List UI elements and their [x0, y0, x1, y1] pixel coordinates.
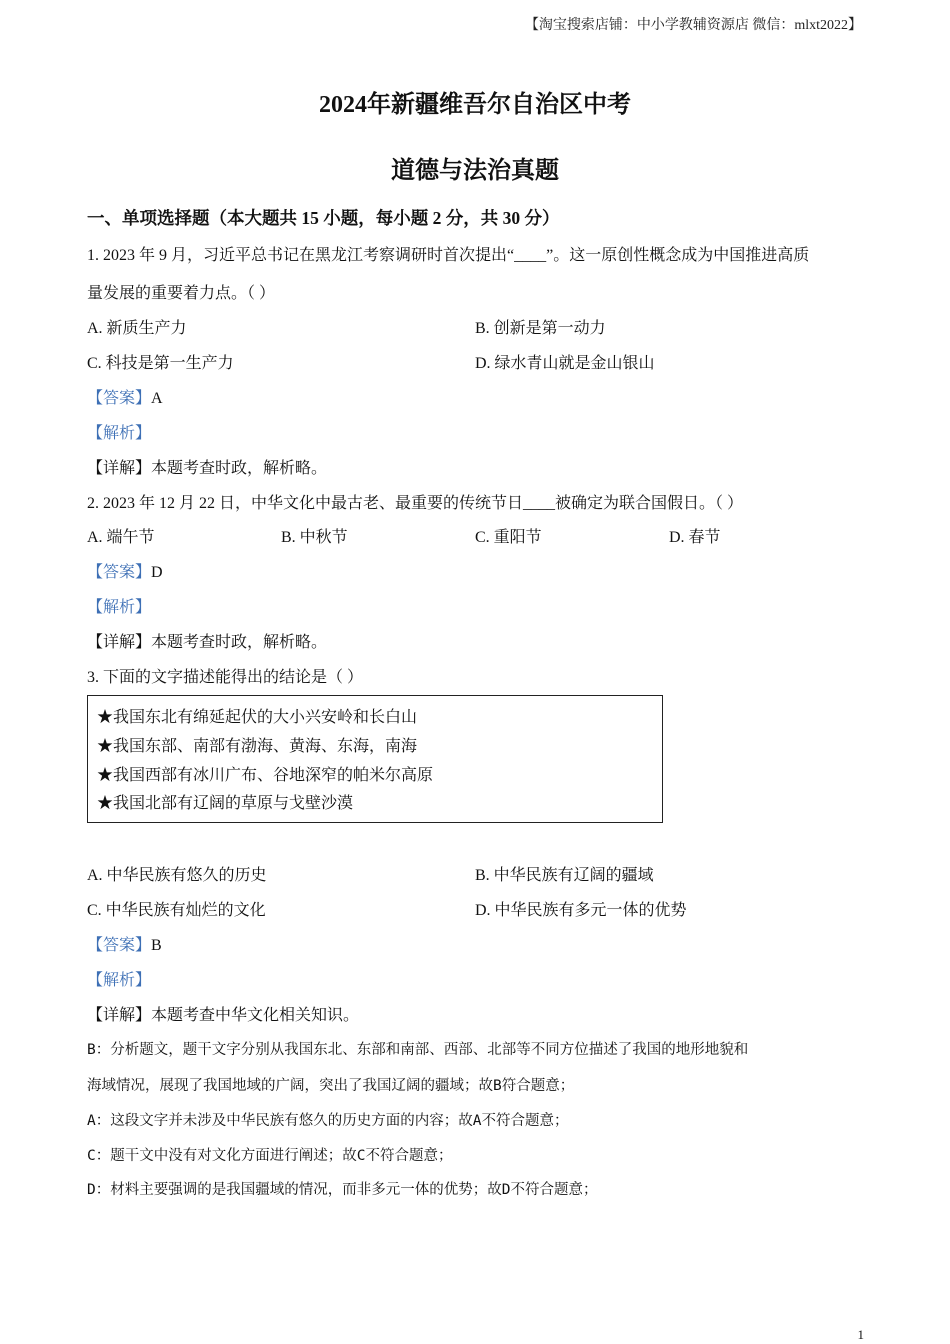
q3-answer-value: B — [151, 937, 162, 954]
q1-stem-line2: 量发展的重要着力点。（ ） — [87, 285, 276, 302]
section-heading: 一、单项选择题（本大题共 15 小题，每小题 2 分，共 30 分） — [87, 208, 560, 228]
q3-option-d: D. 中华民族有多元一体的优势 — [475, 902, 687, 919]
q3-detail: 【详解】本题考查中华文化相关知识。 — [87, 1007, 360, 1024]
q1-option-d: D. 绿水青山就是金山银山 — [475, 355, 655, 372]
page-subtitle: 道德与法治真题 — [391, 158, 559, 184]
q2-answer — [87, 559, 163, 582]
q3-box-line-1: ★我国东北有绵延起伏的大小兴安岭和长白山 — [97, 709, 418, 726]
q3-answer-tag: 【答案】 — [87, 937, 152, 954]
q3-explain-b-line1: B：分析题文，题干文字分别从我国东北、东部和南部、西部、北部等不同方位描述了我国的地形地貌和 — [87, 1042, 749, 1058]
q1-detail: 【详解】本题考查时政，解析略。 — [87, 460, 328, 477]
q3-option-b: B. 中华民族有辽阔的疆域 — [475, 867, 654, 884]
q3-analysis-tag: 【解析】 — [87, 972, 152, 989]
page-number: 1 — [857, 1327, 864, 1342]
q1-option-a: A. 新质生产力 — [87, 320, 187, 337]
q1-option-c: C. 科技是第一生产力 — [87, 355, 234, 372]
q1-stem-line1: 1. 2023 年 9 月，习近平总书记在黑龙江考察调研时首次提出“____”。这一原创性概念成为中国推进高质 — [87, 247, 810, 264]
q3-explain-a: A：这段文字并未涉及中华民族有悠久的历史方面的内容；故A不符合题意； — [87, 1113, 569, 1129]
q2-stem: 2. 2023 年 12 月 22 日，中华文化中最古老、最重要的传统节日____被确定为联合国假日。（ ） — [87, 495, 744, 512]
header-note: 【淘宝搜索店铺：中小学教辅资源店 微信：mlxt2022】 — [524, 18, 862, 33]
q3-answer — [87, 932, 162, 955]
q3-box-line-2: ★我国东部、南部有渤海、黄海、东海，南海 — [97, 738, 418, 755]
q2-option-d: D. 春节 — [669, 529, 721, 546]
q1-answer-tag: 【答案】 — [87, 390, 152, 407]
q2-option-b: B. 中秋节 — [281, 529, 348, 546]
q2-answer-value: D — [151, 564, 163, 581]
q2-answer-tag: 【答案】 — [87, 564, 152, 581]
q2-detail: 【详解】本题考查时政，解析略。 — [87, 634, 328, 651]
q3-stem: 3. 下面的文字描述能得出的结论是（ ） — [87, 669, 364, 686]
q1-answer-value: A — [151, 390, 163, 407]
q1-option-b: B. 创新是第一动力 — [475, 320, 606, 337]
q2-analysis-tag: 【解析】 — [87, 599, 152, 616]
q1-analysis-tag: 【解析】 — [87, 425, 152, 442]
q3-box-line-4: ★我国北部有辽阔的草原与戈壁沙漠 — [97, 795, 354, 812]
q3-material-box — [87, 695, 663, 823]
q3-explain-d: D：材料主要强调的是我国疆域的情况，而非多元一体的优势；故D不符合题意； — [87, 1182, 598, 1198]
q1-answer — [87, 385, 163, 408]
q3-option-c: C. 中华民族有灿烂的文化 — [87, 902, 266, 919]
q3-box-line-3: ★我国西部有冰川广布、谷地深窄的帕米尔高原 — [97, 767, 434, 784]
q2-option-c: C. 重阳节 — [475, 529, 542, 546]
page-title: 2024年新疆维吾尔自治区中考 — [319, 92, 631, 118]
q3-option-a: A. 中华民族有悠久的历史 — [87, 867, 267, 884]
q2-option-a: A. 端午节 — [87, 529, 155, 546]
q3-explain-c: C：题干文中没有对文化方面进行阐述；故C不符合题意； — [87, 1148, 453, 1164]
q3-explain-b-line2: 海域情况，展现了我国地域的广阔，突出了我国辽阔的疆域；故B符合题意； — [87, 1078, 575, 1094]
